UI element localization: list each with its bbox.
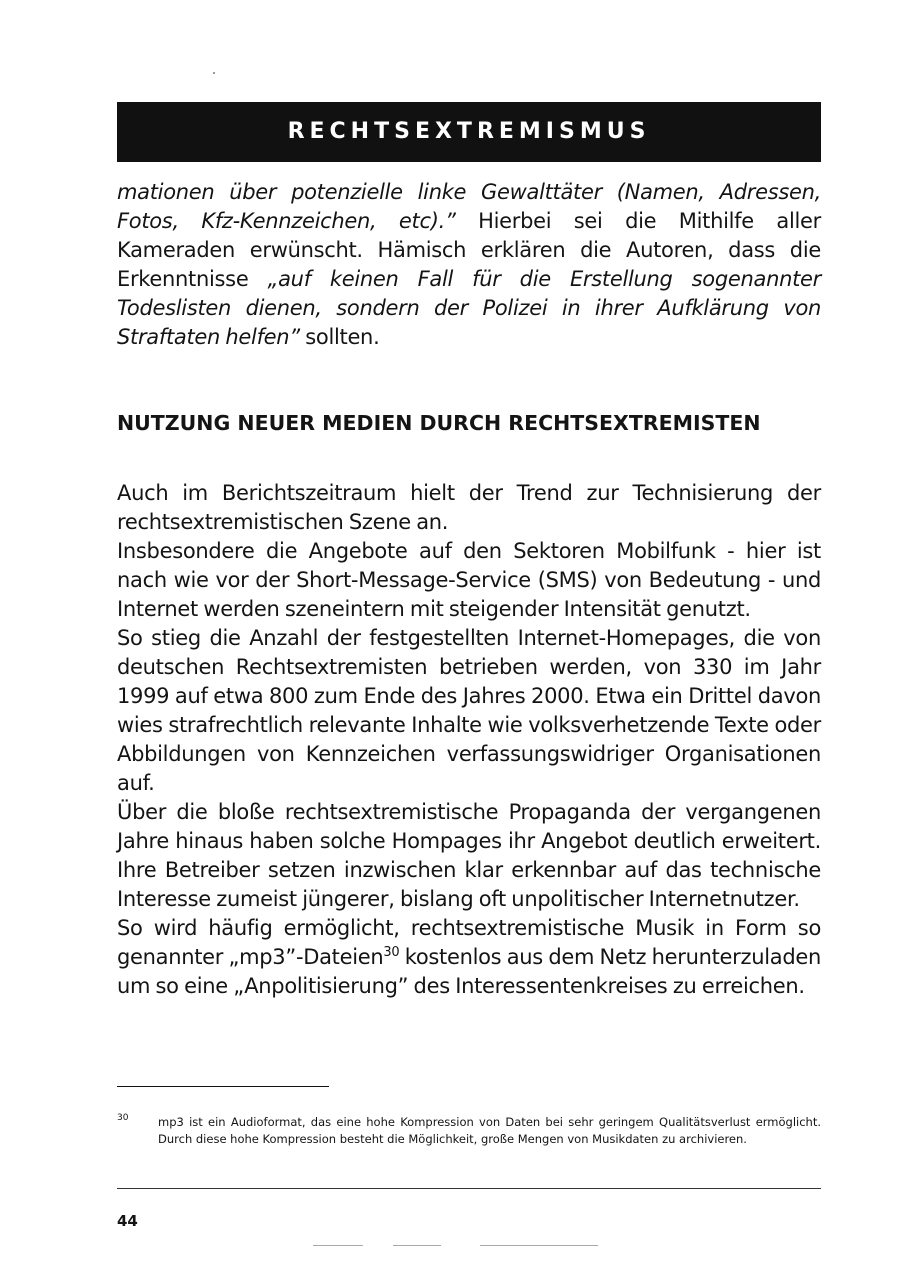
paragraph-2: Insbesondere die Angebote auf den Sektoren Mobilfunk - hier ist nach wie vor der Short-Message-Service (SMS) von Bedeutung - und Internet werden szeneintern mit steigender Intensität genutzt. bbox=[117, 539, 821, 621]
paragraph-1: Auch im Berichtszeitraum hielt der Trend zur Technisierung der rechtsextremistischen Szene an. bbox=[117, 481, 821, 534]
paragraph-5 bbox=[117, 914, 821, 1001]
footnote-separator bbox=[117, 1086, 329, 1087]
paragraph-5-text-a: So wird häufig ermöglicht, rechtsextremistische Musik in Form so genannter „mp3”-Dateien bbox=[117, 916, 821, 969]
running-header bbox=[117, 102, 821, 160]
running-header-title: RECHTSEXTREMISMUS bbox=[287, 118, 651, 144]
continuation-paragraph bbox=[117, 178, 821, 352]
page-body bbox=[117, 178, 821, 1001]
footnote-marker: 30 bbox=[117, 1113, 129, 1123]
page-number: 44 bbox=[117, 1212, 138, 1230]
continuation-text-1: Hierbei sei die Mithilfe aller Kameraden erwünscht. Hämisch erklären die Autoren, dass die Erkenntnisse bbox=[117, 209, 821, 291]
paragraph-5-text-b: kostenlos aus dem Netz herunterzuladen um so eine „Anpolitisierung” des Interessentenkreises zu erreichen. bbox=[117, 945, 821, 998]
header-underline bbox=[117, 160, 821, 162]
footnote-reference[interactable]: 30 bbox=[383, 945, 400, 960]
footnote-text: mp3 ist ein Audioformat, das eine hohe Kompression von Daten bei sehr geringem Qualitätsverlust ermöglicht. Durch diese hohe Kompression besteht die Möglichkeit, große Mengen von Musikdaten zu archivieren. bbox=[158, 1115, 821, 1146]
paragraph-4: Über die bloße rechtsextremistische Propaganda der vergangenen Jahre hinaus haben solche Hompages ihr Angebot deutlich erweitert. Ihre Betreiber setzen inzwischen klar erkennbar auf das technische Interesse zumeist jüngerer, bislang oft unpolitischer Internetnutzer. bbox=[117, 800, 821, 911]
quote-italic-1: mationen über potenzielle linke Gewalttäter (Namen, Adressen, Fotos, Kfz-Kennzeichen, etc).” bbox=[117, 180, 821, 233]
footnote bbox=[117, 1114, 821, 1148]
scan-artifact-line bbox=[393, 1245, 441, 1246]
paragraph-3: So stieg die Anzahl der festgestellten Internet-Homepages, die von deutschen Rechtsextremisten betrieben werden, von 330 im Jahr 1999 auf etwa 800 zum Ende des Jahres 2000. Etwa ein Drittel davon wies strafrechtlich relevante Inhalte wie volksverhetzende Texte oder Abbildungen von Kennzeichen verfassungswidriger Organisationen auf. bbox=[117, 626, 821, 795]
footer-rule bbox=[117, 1188, 821, 1189]
section-heading: NUTZUNG NEUER MEDIEN DURCH RECHTSEXTREMISTEN bbox=[117, 411, 761, 435]
scan-artifact-line bbox=[480, 1245, 598, 1246]
scan-artifact-line bbox=[313, 1245, 363, 1246]
quote-italic-2: „auf keinen Fall für die Erstellung sogenannter Todeslisten dienen, sondern der Polizei in ihrer Aufklärung von Straftaten helfen” bbox=[117, 267, 821, 349]
continuation-text-2: sollten. bbox=[299, 325, 380, 349]
scan-speck bbox=[213, 72, 215, 74]
